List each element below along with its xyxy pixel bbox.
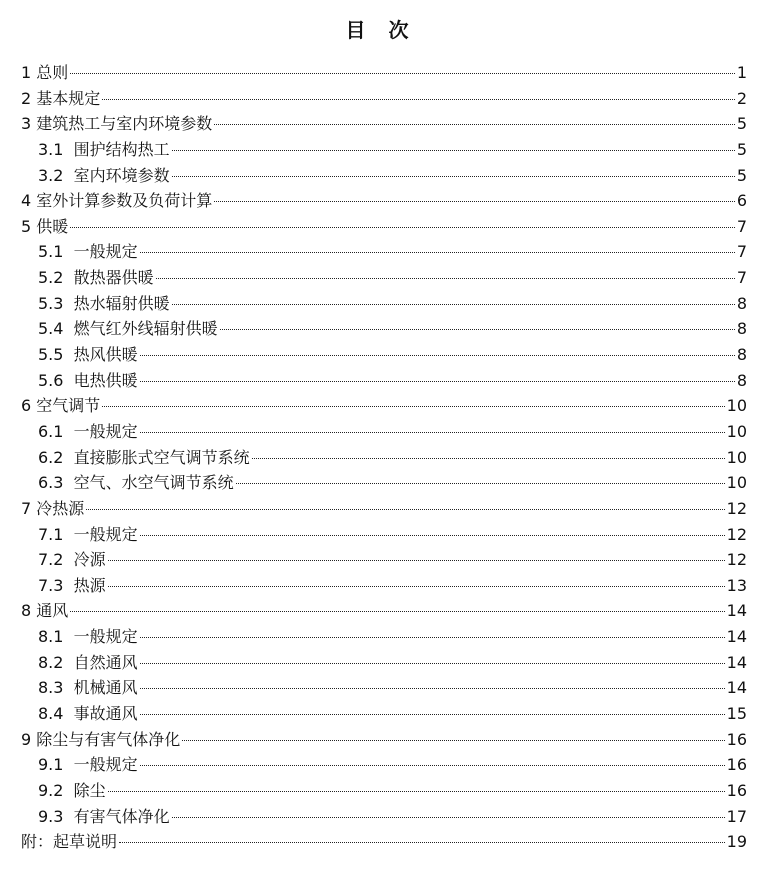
toc-entry-number: 9 [21,729,32,749]
toc-entry[interactable] [21,188,747,214]
dot-leader [172,817,725,818]
toc-entry-label: 除尘与有害气体净化 [36,729,181,749]
dot-leader [140,535,725,536]
toc-entry-number: 5 [21,216,32,236]
toc-entry-page: 13 [726,575,747,595]
toc-entry-label: 一般规定 [73,755,138,775]
dot-leader [220,329,735,330]
dot-leader [102,406,724,407]
dot-leader [86,509,724,510]
toc-entry[interactable] [21,239,747,265]
toc-entry-page: 12 [726,524,747,544]
dot-leader [140,688,725,689]
toc-entry[interactable] [21,470,747,496]
dot-leader [140,355,735,356]
toc-entry-number: 5.5 [38,345,64,365]
toc-entry-page: 19 [726,832,747,852]
dot-leader [252,458,725,459]
dot-leader [172,304,735,305]
toc-entry-label: 一般规定 [73,421,138,441]
toc-entry-page: 12 [726,550,747,570]
toc-entry[interactable] [21,291,747,317]
toc-entry-number: 8 [21,601,32,621]
dot-leader [70,227,735,228]
toc-entry-number: 2 [21,88,32,108]
toc-entry-label: 散热器供暖 [73,268,154,288]
toc-entry-label: 室内环境参数 [73,165,170,185]
toc-entry-number: 5.1 [38,242,64,262]
toc-entry-number: 5.4 [38,319,64,339]
dot-leader [156,278,735,279]
toc-entry-page: 17 [726,806,747,826]
toc-entry-number: 8.1 [38,627,64,647]
toc-entry-number: 7.2 [38,550,64,570]
toc-entry-number: 5.2 [38,268,64,288]
toc-entry-page: 14 [726,678,747,698]
toc-entry-page: 15 [726,704,747,724]
toc-entry-number: 8.3 [38,678,64,698]
toc-entry[interactable] [21,778,747,804]
toc-entry-label: 热水辐射供暖 [73,293,170,313]
toc-entry[interactable] [21,368,747,394]
toc-entry-number: 1 [21,63,32,82]
toc-entry[interactable] [21,137,747,163]
page-title: 目 次 [345,18,417,42]
toc-entry-page: 8 [736,370,747,390]
dot-leader [172,150,735,151]
toc-entry-page: 12 [726,498,747,518]
toc-entry-number: 6 [21,396,32,416]
toc-entry[interactable] [21,701,747,727]
toc-entry-number: 3.2 [38,165,64,185]
dot-leader [140,252,735,253]
dot-leader [140,637,725,638]
toc-entry[interactable] [21,752,747,778]
toc-entry-label: 机械通风 [73,678,138,698]
toc-entry-page: 7 [736,268,747,288]
dot-leader [172,176,735,177]
dot-leader [108,586,725,587]
dot-leader [140,663,725,664]
toc-entry[interactable] [21,419,747,445]
toc-entry-page: 1 [736,63,747,82]
toc-entry[interactable] [21,265,747,291]
toc-entry-number: 7 [21,498,32,518]
dot-leader [140,765,725,766]
dot-leader [119,842,725,843]
toc-entry-page: 14 [726,652,747,672]
toc-entry-number: 5.3 [38,293,64,313]
toc-entry[interactable] [21,111,747,137]
toc-entry-page: 7 [736,242,747,262]
toc-entry-page: 16 [726,780,747,800]
toc-entry-label: 围护结构热工 [73,139,170,159]
toc-entry-label: 冷源 [73,550,106,570]
toc-entry-page: 16 [726,755,747,775]
toc-entry[interactable] [21,727,747,753]
toc-entry-label: 热风供暖 [73,345,138,365]
toc-entry-number: 6.3 [38,473,64,493]
toc-list [21,60,747,855]
toc-entry-label: 附：起草说明 [21,832,118,852]
toc-entry-label: 直接膨胀式空气调节系统 [73,447,250,467]
toc-entry-label: 事故通风 [73,704,138,724]
toc-entry-page: 10 [726,447,747,467]
toc-entry-number: 4 [21,191,32,211]
toc-entry-label: 一般规定 [73,524,138,544]
toc-entry-page: 16 [726,729,747,749]
toc-entry-label: 空气调节 [36,396,101,416]
toc-entry-number: 7.1 [38,524,64,544]
toc-entry-page: 14 [726,601,747,621]
toc-entry-page: 10 [726,396,747,416]
toc-entry-label: 一般规定 [73,627,138,647]
toc-entry[interactable] [21,522,747,548]
toc-entry-page: 14 [726,627,747,647]
toc-entry-page: 10 [726,473,747,493]
toc-entry-page: 8 [736,293,747,313]
dot-leader [140,714,725,715]
toc-entry[interactable] [21,316,747,342]
dot-leader [214,201,735,202]
toc-entry-page: 2 [736,88,747,108]
toc-entry-label: 除尘 [73,780,106,800]
toc-entry[interactable] [21,342,747,368]
toc-entry-number: 9.1 [38,755,64,775]
toc-entry-number: 3 [21,114,32,134]
toc-entry-label: 一般规定 [73,242,138,262]
toc-entry[interactable] [21,163,747,189]
toc-entry[interactable] [21,650,747,676]
dot-leader [108,791,725,792]
toc-entry-label: 建筑热工与室内环境参数 [36,114,213,134]
toc-entry-page: 8 [736,345,747,365]
dot-leader [70,611,724,612]
toc-entry-label: 总则 [36,63,69,82]
dot-leader [140,432,725,433]
toc-entry[interactable] [21,804,747,830]
toc-entry-page: 5 [736,139,747,159]
toc-entry-label: 有害气体净化 [73,806,170,826]
toc-entry-number: 5.6 [38,370,64,390]
dot-leader [214,124,735,125]
toc-entry[interactable] [21,86,747,112]
toc-entry-page: 5 [736,165,747,185]
dot-leader [108,560,725,561]
toc-entry[interactable] [21,573,747,599]
toc-entry-page: 6 [736,191,747,211]
toc-entry[interactable] [21,829,747,855]
dot-leader [70,73,735,74]
toc-entry-number: 8.4 [38,704,64,724]
toc-entry[interactable] [21,598,747,624]
toc-entry[interactable] [21,214,747,240]
toc-entry-number: 6.1 [38,421,64,441]
toc-entry-number: 6.2 [38,447,64,467]
toc-entry-label: 热源 [73,575,106,595]
toc-entry-label: 自然通风 [73,652,138,672]
dot-leader [140,381,735,382]
toc-entry-label: 空气、水空气调节系统 [73,473,234,493]
toc-entry-label: 冷热源 [36,498,85,518]
toc-entry[interactable] [21,60,747,86]
toc-entry-number: 3.1 [38,139,64,159]
toc-entry[interactable] [21,624,747,650]
toc-entry-page: 8 [736,319,747,339]
dot-leader [182,740,724,741]
toc-entry[interactable] [21,547,747,573]
toc-entry-number: 9.3 [38,806,64,826]
toc-entry[interactable] [21,393,747,419]
toc-entry-label: 基本规定 [36,88,101,108]
toc-entry-label: 燃气红外线辐射供暖 [73,319,218,339]
toc-entry-label: 室外计算参数及负荷计算 [36,191,213,211]
toc-entry[interactable] [21,675,747,701]
toc-entry-page: 10 [726,421,747,441]
toc-entry-number: 9.2 [38,780,64,800]
toc-entry[interactable] [21,496,747,522]
toc-entry-label: 电热供暖 [73,370,138,390]
toc-entry-page: 5 [736,114,747,134]
toc-entry[interactable] [21,445,747,471]
toc-entry-number: 7.3 [38,575,64,595]
toc-entry-label: 供暖 [36,216,69,236]
dot-leader [236,483,725,484]
toc-entry-number: 8.2 [38,652,64,672]
dot-leader [102,99,735,100]
toc-entry-label: 通风 [36,601,69,621]
toc-entry-page: 7 [736,216,747,236]
